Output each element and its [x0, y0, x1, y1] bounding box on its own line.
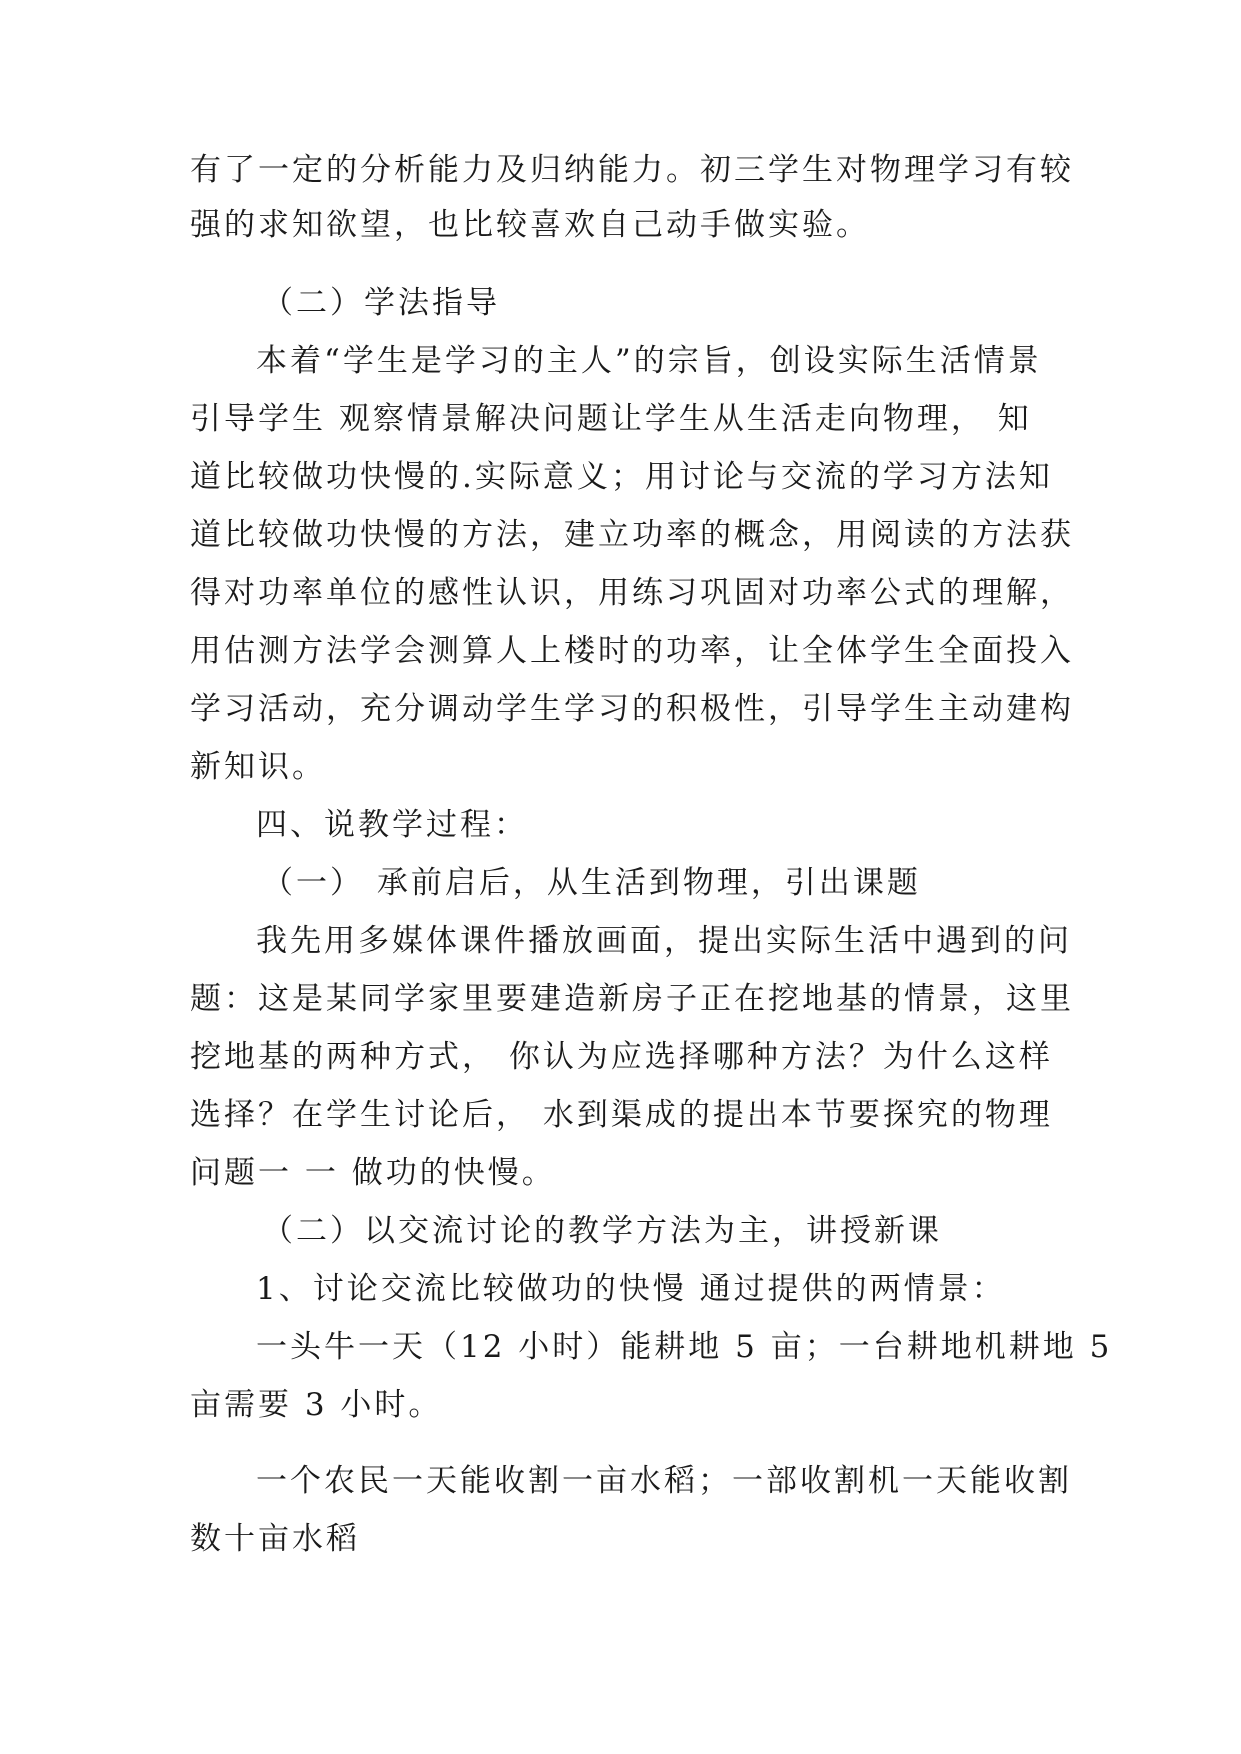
section-heading: （二）学法指导: [262, 285, 500, 321]
text-line: 新知识。: [190, 749, 326, 785]
text-line: 一头牛一天（12 小时）能耕地 5 亩；一台耕地机耕地 5: [256, 1329, 1113, 1365]
section-heading: （一） 承前启后，从生活到物理，引出课题: [262, 865, 921, 901]
text-line: 一个农民一天能收割一亩水稻；一部收割机一天能收割: [256, 1463, 1072, 1499]
text-line: 有了一定的分析能力及归纳能力。初三学生对物理学习有较: [190, 152, 1074, 188]
text-line: 挖地基的两种方式， 你认为应选择哪种方法？为什么这样: [190, 1039, 1053, 1075]
text-line: 亩需要 3 小时。: [190, 1387, 443, 1423]
text-line: 道比较做功快慢的方法，建立功率的概念，用阅读的方法获: [190, 517, 1074, 553]
text-line: 我先用多媒体课件播放画面，提出实际生活中遇到的问: [256, 923, 1072, 959]
text-line: 本着“学生是学习的主人”的宗旨，创设实际生活情景: [256, 343, 1042, 379]
text-line: 1、讨论交流比较做功的快慢 通过提供的两情景：: [256, 1271, 1006, 1307]
section-heading: （二）以交流讨论的教学方法为主，讲授新课: [262, 1213, 942, 1249]
text-line: 题：这是某同学家里要建造新房子正在挖地基的情景，这里: [190, 981, 1074, 1017]
text-line: 引导学生 观察情景解决问题让学生从生活走向物理， 知: [190, 401, 1032, 437]
text-line: 学习活动，充分调动学生学习的积极性，引导学生主动建构: [190, 691, 1074, 727]
section-heading: 四、说教学过程：: [256, 807, 528, 843]
text-line: 问题一 一 做功的快慢。: [190, 1155, 556, 1191]
text-line: 强的求知欲望，也比较喜欢自己动手做实验。: [190, 207, 870, 243]
text-line: 选择？在学生讨论后， 水到渠成的提出本节要探究的物理: [190, 1097, 1053, 1133]
text-line: 用估测方法学会测算人上楼时的功率，让全体学生全面投入: [190, 633, 1074, 669]
text-line: 数十亩水稻: [190, 1521, 360, 1557]
text-line: 道比较做功快慢的.实际意义；用讨论与交流的学习方法知: [190, 459, 1053, 495]
text-line: 得对功率单位的感性认识，用练习巩固对功率公式的理解，: [190, 575, 1074, 611]
